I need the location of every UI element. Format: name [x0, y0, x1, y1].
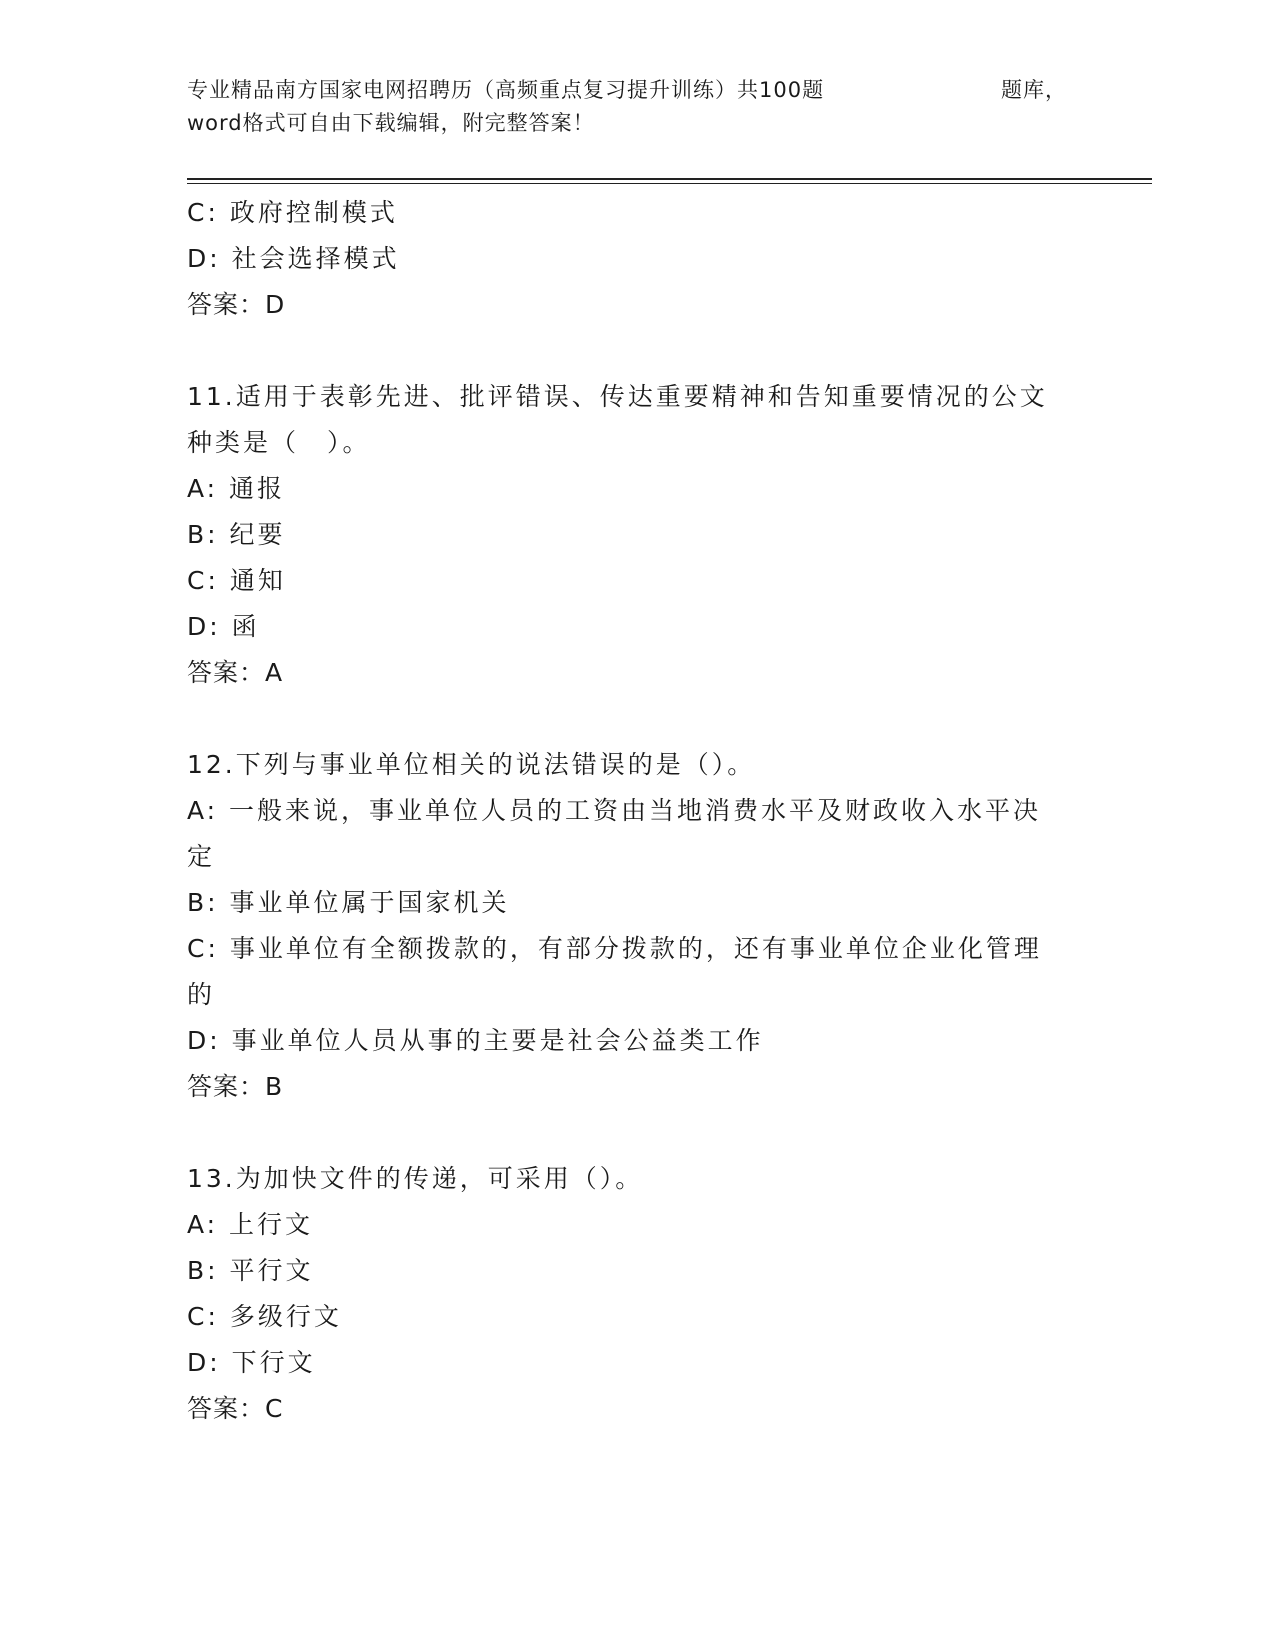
answer: 答案：C	[187, 1394, 284, 1423]
option-c: C: 政府控制模式	[187, 198, 398, 227]
option-b: B: 纪要	[187, 520, 286, 549]
question-stem-cont: 种类是（ ）。	[187, 428, 371, 457]
option-a-cont: 定	[187, 842, 216, 871]
option-b: B: 平行文	[187, 1256, 314, 1285]
question-12	[187, 742, 1087, 1110]
question-13	[187, 1156, 1087, 1432]
question-stem: 12.下列与事业单位相关的说法错误的是（）。	[187, 750, 756, 779]
option-d: D: 事业单位人员从事的主要是社会公益类工作	[187, 1026, 764, 1055]
option-a: A: 通报	[187, 474, 286, 503]
option-c: C: 事业单位有全额拨款的，有部分拨款的，还有事业单位企业化管理	[187, 934, 1042, 963]
answer: 答案：A	[187, 658, 284, 687]
option-a: A: 上行文	[187, 1210, 314, 1239]
header-line-1	[187, 74, 1067, 107]
page-header	[187, 74, 1067, 140]
option-d: D: 函	[187, 612, 260, 641]
option-c-cont: 的	[187, 980, 216, 1009]
option-c: C: 多级行文	[187, 1302, 342, 1331]
question-stem: 11.适用于表彰先进、批评错误、传达重要精神和告知重要情况的公文	[187, 382, 1048, 411]
option-c: C: 通知	[187, 566, 286, 595]
answer: 答案：B	[187, 1072, 284, 1101]
option-b: B: 事业单位属于国家机关	[187, 888, 510, 917]
header-title-tail: 题库，	[1001, 78, 1067, 102]
question-stem: 13.为加快文件的传递，可采用（）。	[187, 1164, 644, 1193]
option-d: D: 社会选择模式	[187, 244, 400, 273]
answer: 答案：D	[187, 290, 286, 319]
header-rule-thin	[187, 183, 1152, 184]
option-d: D: 下行文	[187, 1348, 316, 1377]
option-a: A: 一般来说，事业单位人员的工资由当地消费水平及财政收入水平决	[187, 796, 1042, 825]
header-title: 专业精品南方国家电网招聘历（高频重点复习提升训练）共100题	[187, 78, 825, 102]
question-content	[187, 190, 1087, 1432]
prev-question	[187, 190, 1087, 328]
question-11	[187, 374, 1087, 696]
header-rule	[187, 178, 1152, 180]
header-subtitle: word格式可自由下载编辑，附完整答案！	[187, 111, 595, 135]
